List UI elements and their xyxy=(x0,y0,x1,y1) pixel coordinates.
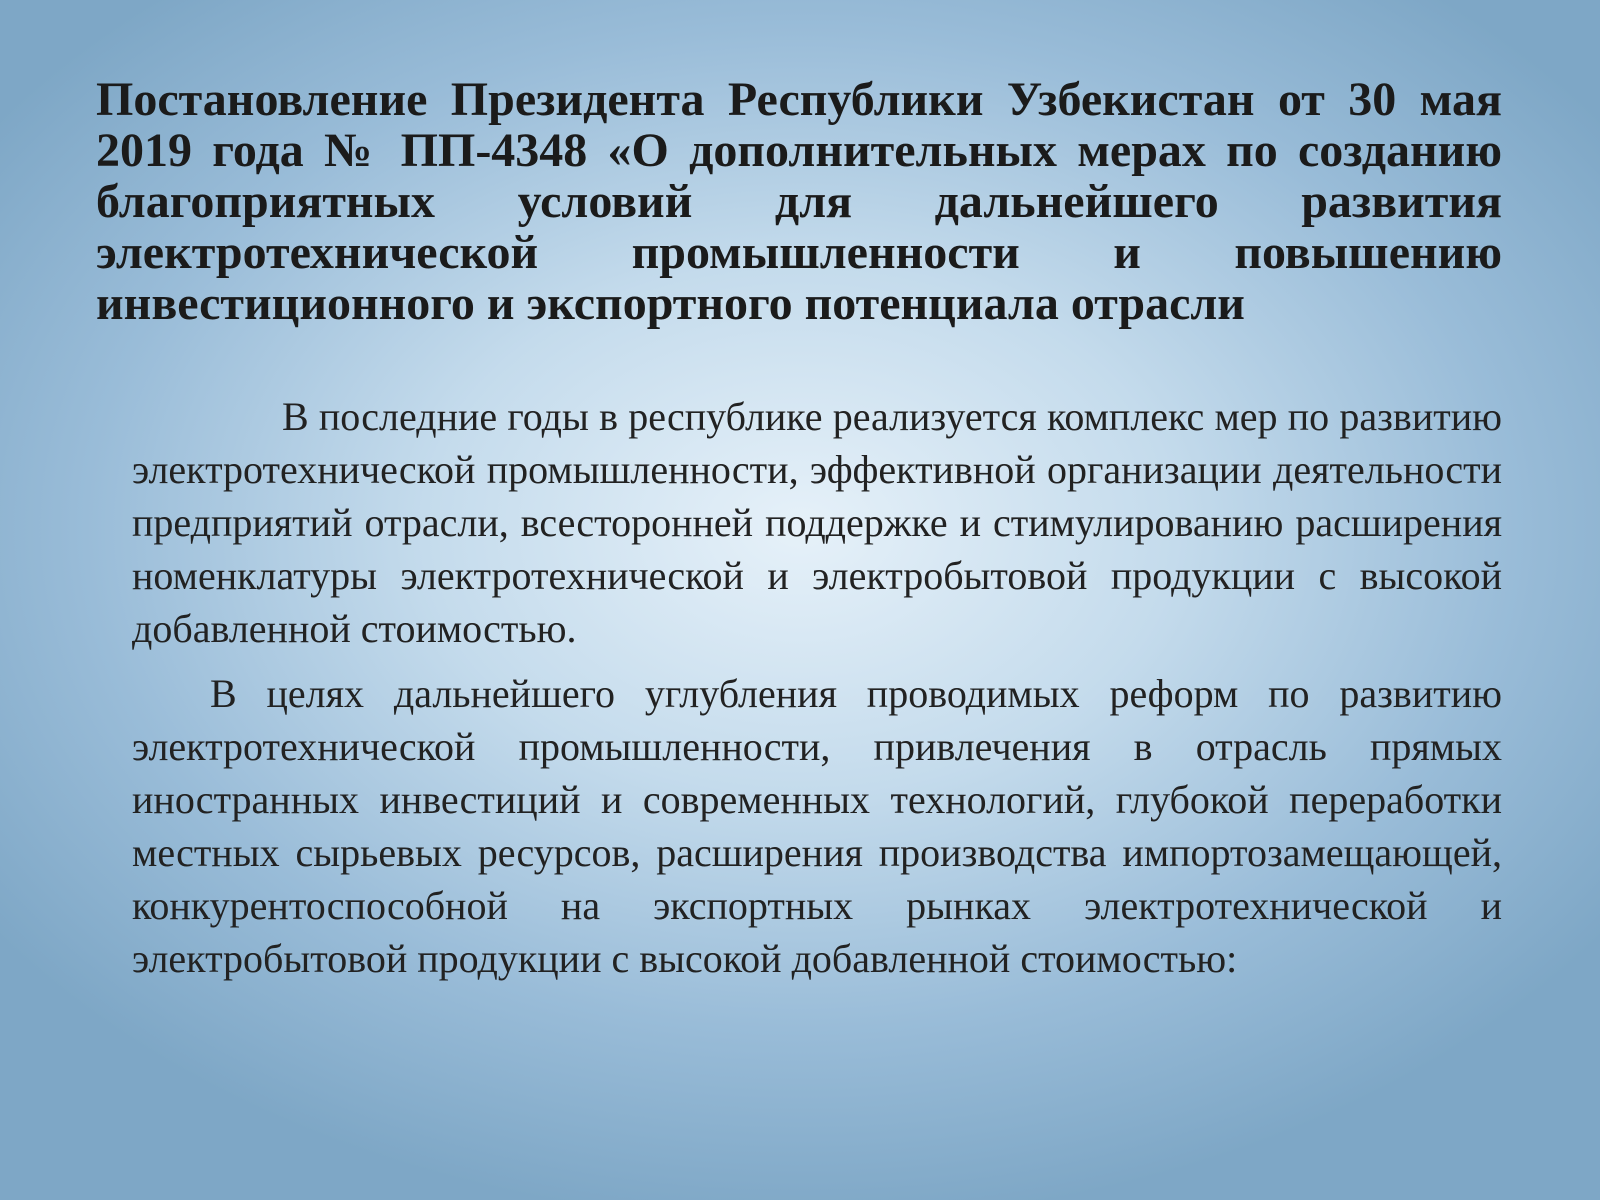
body-paragraph-2: В целях дальнейшего углубления проводимых реформ по развитию электротехнической промышленности, привлечения в отрасль прямых иностранных инвестиций и современных технологий, глубокой переработки местных сырьевых ресурсов, расширения производства импортозамещающей, конкурентоспособной на экспортных рынках электротехнической и электробытовой продукции с высокой добавленной стоимостью: xyxy=(132,671,1502,981)
slide-body xyxy=(132,390,1502,985)
body-paragraph-1: В последние годы в республике реализуется комплекс мер по развитию электротехнической промышленности, эффективной организации деятельности предприятий отрасли, всесторонней поддержке и стимулированию расширения номенклатуры электротехнической и электробытовой продукции с высокой добавленной стоимостью. xyxy=(132,394,1502,651)
slide-title: Постановление Президента Республики Узбекистан от 30 мая 2019 года № ПП-4348 «О дополнительных мерах по созданию благоприятных условий для дальнейшего развития электротехнической промышленности и повышению инвестиционного и экспортного потенциала отрасли xyxy=(96,73,1502,330)
